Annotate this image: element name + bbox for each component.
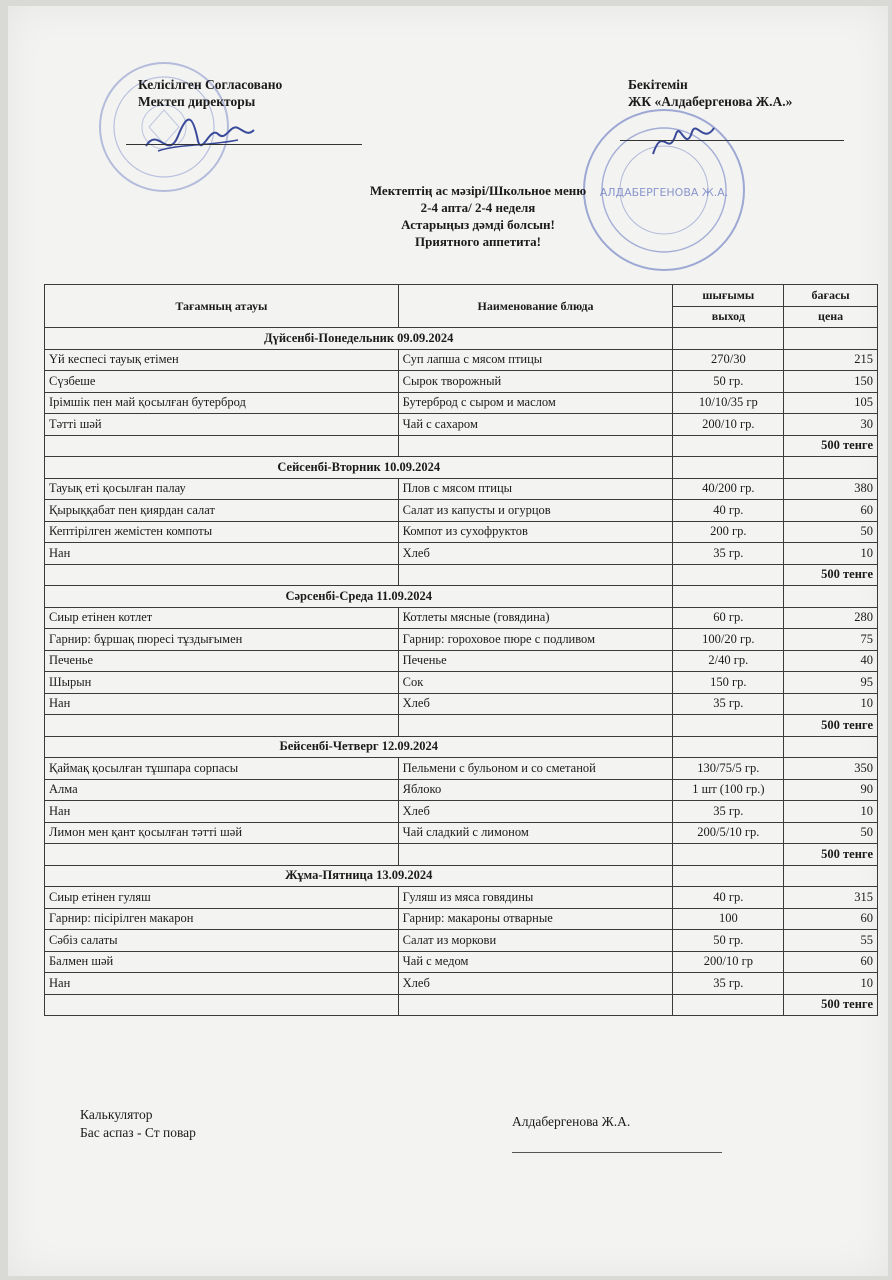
table-row xyxy=(45,478,878,500)
table-row xyxy=(45,779,878,801)
menu-title xyxy=(308,182,648,250)
dish-name-kz: Нан xyxy=(45,801,399,823)
col-header-price-kz: бағасы xyxy=(784,285,878,307)
table-row xyxy=(45,500,878,522)
total-empty-cell xyxy=(398,844,673,866)
dish-price: 95 xyxy=(784,672,878,694)
signature-line-right xyxy=(620,140,844,141)
head-cook-label: Бас аспаз - Ст повар xyxy=(80,1125,196,1140)
day-total: 500 тенге xyxy=(784,844,878,866)
dish-name-kz: Балмен шәй xyxy=(45,951,399,973)
col-header-output-ru: выход xyxy=(673,306,784,328)
school-director-label: Мектеп директоры xyxy=(138,94,256,109)
dish-output: 100 xyxy=(673,908,784,930)
dish-name-kz: Печенье xyxy=(45,650,399,672)
total-empty-cell xyxy=(673,844,784,866)
dish-output: 200/5/10 гр. xyxy=(673,822,784,844)
day-total-row xyxy=(45,844,878,866)
table-row xyxy=(45,822,878,844)
day-total-row xyxy=(45,715,878,737)
signature-right xyxy=(648,114,718,164)
total-empty-cell xyxy=(45,844,399,866)
dish-name-ru: Чай с сахаром xyxy=(398,414,673,436)
dish-output: 2/40 гр. xyxy=(673,650,784,672)
dish-price: 90 xyxy=(784,779,878,801)
dish-name-ru: Печенье xyxy=(398,650,673,672)
day-empty-cell xyxy=(673,736,784,758)
col-header-price-ru: цена xyxy=(784,306,878,328)
col-header-output-kz: шығымы xyxy=(673,285,784,307)
dish-price: 10 xyxy=(784,543,878,565)
table-row xyxy=(45,801,878,823)
dish-output: 270/30 xyxy=(673,349,784,371)
dish-name-ru: Котлеты мясные (говядина) xyxy=(398,607,673,629)
dish-output: 35 гр. xyxy=(673,543,784,565)
dish-name-kz: Сәбіз салаты xyxy=(45,930,399,952)
table-row xyxy=(45,672,878,694)
day-total: 500 тенге xyxy=(784,435,878,457)
table-row xyxy=(45,607,878,629)
table-row xyxy=(45,543,878,565)
dish-name-kz: Лимон мен қант қосылған тәтті шәй xyxy=(45,822,399,844)
total-empty-cell xyxy=(45,715,399,737)
dish-output: 50 гр. xyxy=(673,371,784,393)
dish-name-ru: Хлеб xyxy=(398,801,673,823)
dish-name-kz: Үй кеспесі тауық етімен xyxy=(45,349,399,371)
table-header-row xyxy=(45,285,878,307)
dish-name-kz: Кептірілген жемістен компоты xyxy=(45,521,399,543)
title-line-2: 2-4 апта/ 2-4 неделя xyxy=(420,200,536,215)
dish-output: 150 гр. xyxy=(673,672,784,694)
footer-left xyxy=(80,1106,196,1142)
dish-price: 280 xyxy=(784,607,878,629)
day-header-row xyxy=(45,865,878,887)
dish-name-ru: Чай с медом xyxy=(398,951,673,973)
total-empty-cell xyxy=(398,564,673,586)
dish-output: 40 гр. xyxy=(673,887,784,909)
table-row xyxy=(45,414,878,436)
day-name: Бейсенбі-Четверг 12.09.2024 xyxy=(45,736,673,758)
day-total-row xyxy=(45,564,878,586)
table-row xyxy=(45,693,878,715)
dish-name-ru: Гарнир: макароны отварные xyxy=(398,908,673,930)
total-empty-cell xyxy=(45,435,399,457)
dish-name-kz: Сүзбеше xyxy=(45,371,399,393)
dish-name-ru: Суп лапша с мясом птицы xyxy=(398,349,673,371)
table-row xyxy=(45,887,878,909)
day-total: 500 тенге xyxy=(784,564,878,586)
signature-left xyxy=(138,106,258,166)
day-name: Сейсенбі-Вторник 10.09.2024 xyxy=(45,457,673,479)
dish-output: 200/10 гр. xyxy=(673,414,784,436)
approval-left xyxy=(138,76,282,110)
day-empty-cell xyxy=(673,865,784,887)
dish-output: 35 гр. xyxy=(673,693,784,715)
dish-output: 200/10 гр xyxy=(673,951,784,973)
footer-signature-line xyxy=(512,1152,722,1153)
table-row xyxy=(45,930,878,952)
dish-name-ru: Сок xyxy=(398,672,673,694)
dish-price: 150 xyxy=(784,371,878,393)
title-line-3: Астарыңыз дәмді болсын! xyxy=(401,217,555,232)
table-row xyxy=(45,349,878,371)
dish-name-ru: Хлеб xyxy=(398,543,673,565)
day-total-row xyxy=(45,994,878,1016)
entrepreneur-label: ЖК «Алдабергенова Ж.А.» xyxy=(628,94,793,109)
dish-name-kz: Алма xyxy=(45,779,399,801)
dish-name-kz: Нан xyxy=(45,693,399,715)
dish-price: 105 xyxy=(784,392,878,414)
dish-name-ru: Пельмени с бульоном и со сметаной xyxy=(398,758,673,780)
table-row xyxy=(45,973,878,995)
dish-name-ru: Компот из сухофруктов xyxy=(398,521,673,543)
dish-name-kz: Нан xyxy=(45,973,399,995)
dish-name-kz: Гарнир: бұршақ пюресі тұздығымен xyxy=(45,629,399,651)
day-empty-cell xyxy=(784,328,878,350)
total-empty-cell xyxy=(673,564,784,586)
table-row xyxy=(45,629,878,651)
dish-price: 215 xyxy=(784,349,878,371)
dish-name-ru: Хлеб xyxy=(398,693,673,715)
footer-signer-name: Алдабергенова Ж.А. xyxy=(512,1114,631,1129)
title-line-4: Приятного аппетита! xyxy=(415,234,541,249)
dish-name-kz: Қаймақ қосылған тұшпара сорпасы xyxy=(45,758,399,780)
table-row xyxy=(45,758,878,780)
dish-name-kz: Сиыр етінен котлет xyxy=(45,607,399,629)
total-empty-cell xyxy=(673,435,784,457)
dish-price: 350 xyxy=(784,758,878,780)
dish-name-ru: Салат из моркови xyxy=(398,930,673,952)
dish-output: 60 гр. xyxy=(673,607,784,629)
dish-output: 35 гр. xyxy=(673,801,784,823)
dish-price: 75 xyxy=(784,629,878,651)
stamp-right-text: АЛДАБЕРГЕНОВА Ж.А. xyxy=(599,186,729,199)
col-header-kz: Тағамның атауы xyxy=(45,285,399,328)
day-name: Дүйсенбі-Понедельник 09.09.2024 xyxy=(45,328,673,350)
day-total: 500 тенге xyxy=(784,994,878,1016)
dish-name-ru: Бутерброд с сыром и маслом xyxy=(398,392,673,414)
dish-price: 380 xyxy=(784,478,878,500)
dish-name-ru: Гарнир: гороховое пюре с подливом xyxy=(398,629,673,651)
total-empty-cell xyxy=(398,435,673,457)
dish-price: 60 xyxy=(784,951,878,973)
approval-right xyxy=(628,76,792,110)
day-empty-cell xyxy=(673,328,784,350)
table-row xyxy=(45,650,878,672)
dish-output: 50 гр. xyxy=(673,930,784,952)
table-row xyxy=(45,908,878,930)
dish-name-kz: Ірімшік пен май қосылған бутерброд xyxy=(45,392,399,414)
dish-output: 40 гр. xyxy=(673,500,784,522)
day-empty-cell xyxy=(784,586,878,608)
dish-price: 40 xyxy=(784,650,878,672)
dish-name-kz: Тауық еті қосылған палау xyxy=(45,478,399,500)
total-empty-cell xyxy=(45,564,399,586)
total-empty-cell xyxy=(398,715,673,737)
day-header-row xyxy=(45,736,878,758)
dish-name-ru: Салат из капусты и огурцов xyxy=(398,500,673,522)
dish-price: 30 xyxy=(784,414,878,436)
day-name: Сәрсенбі-Среда 11.09.2024 xyxy=(45,586,673,608)
dish-output: 10/10/35 гр xyxy=(673,392,784,414)
dish-name-ru: Хлеб xyxy=(398,973,673,995)
dish-price: 50 xyxy=(784,822,878,844)
agreed-label: Келісілген Согласовано xyxy=(138,77,283,92)
dish-name-kz: Сиыр етінен гуляш xyxy=(45,887,399,909)
col-header-ru: Наименование блюда xyxy=(398,285,673,328)
dish-output: 40/200 гр. xyxy=(673,478,784,500)
table-row xyxy=(45,392,878,414)
dish-price: 55 xyxy=(784,930,878,952)
dish-name-kz: Тәтті шәй xyxy=(45,414,399,436)
dish-output: 35 гр. xyxy=(673,973,784,995)
table-row xyxy=(45,521,878,543)
dish-name-ru: Плов с мясом птицы xyxy=(398,478,673,500)
total-empty-cell xyxy=(45,994,399,1016)
day-empty-cell xyxy=(784,736,878,758)
dish-name-kz: Гарнир: пісірілген макарон xyxy=(45,908,399,930)
day-empty-cell xyxy=(673,457,784,479)
dish-price: 315 xyxy=(784,887,878,909)
total-empty-cell xyxy=(673,715,784,737)
day-header-row xyxy=(45,586,878,608)
dish-name-ru: Чай сладкий с лимоном xyxy=(398,822,673,844)
approve-label: Бекітемін xyxy=(628,77,688,92)
table-row xyxy=(45,951,878,973)
table-row xyxy=(45,371,878,393)
dish-name-kz: Нан xyxy=(45,543,399,565)
dish-price: 50 xyxy=(784,521,878,543)
day-name: Жұма-Пятница 13.09.2024 xyxy=(45,865,673,887)
calculator-label: Калькулятор xyxy=(80,1107,153,1122)
dish-name-kz: Шырын xyxy=(45,672,399,694)
dish-name-ru: Яблоко xyxy=(398,779,673,801)
dish-output: 200 гр. xyxy=(673,521,784,543)
dish-output: 1 шт (100 гр.) xyxy=(673,779,784,801)
day-empty-cell xyxy=(673,586,784,608)
dish-price: 60 xyxy=(784,908,878,930)
dish-price: 60 xyxy=(784,500,878,522)
dish-name-kz: Қырыққабат пен қиярдан салат xyxy=(45,500,399,522)
title-line-1: Мектептің ас мәзірі/Школьное меню xyxy=(369,183,587,198)
dish-price: 10 xyxy=(784,801,878,823)
day-empty-cell xyxy=(784,865,878,887)
dish-price: 10 xyxy=(784,973,878,995)
dish-name-ru: Сырок творожный xyxy=(398,371,673,393)
dish-output: 130/75/5 гр. xyxy=(673,758,784,780)
menu-table xyxy=(44,284,878,1016)
day-header-row xyxy=(45,457,878,479)
day-total-row xyxy=(45,435,878,457)
total-empty-cell xyxy=(673,994,784,1016)
day-header-row xyxy=(45,328,878,350)
signature-line-left xyxy=(126,144,362,145)
day-total: 500 тенге xyxy=(784,715,878,737)
dish-output: 100/20 гр. xyxy=(673,629,784,651)
total-empty-cell xyxy=(398,994,673,1016)
day-empty-cell xyxy=(784,457,878,479)
dish-price: 10 xyxy=(784,693,878,715)
dish-name-ru: Гуляш из мяса говядины xyxy=(398,887,673,909)
